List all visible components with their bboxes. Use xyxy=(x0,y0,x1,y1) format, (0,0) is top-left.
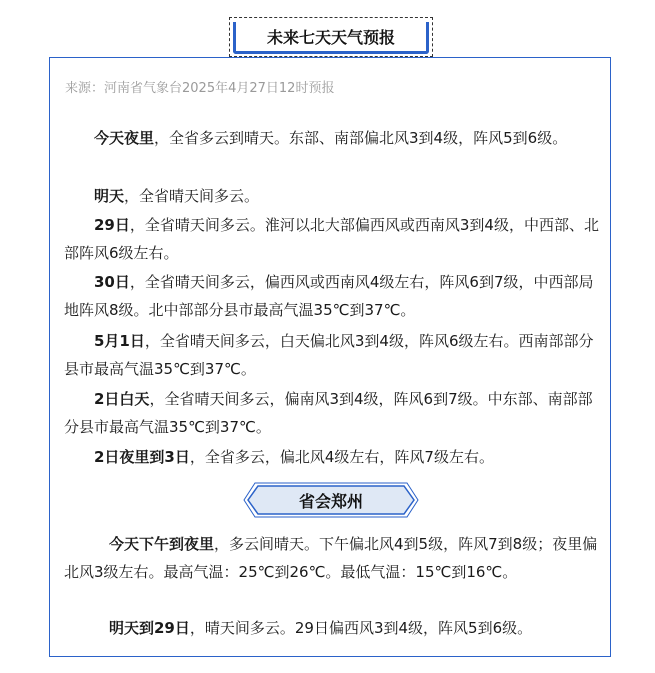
day-text: ，全省晴天间多云，偏南风3到4级，阵风6到7级。中东部、南部部分县市最高气温35℃到37℃。 xyxy=(64,390,593,436)
city-banner-label: 省会郑州 xyxy=(298,491,363,511)
forecast-paragraph xyxy=(64,124,604,152)
day-text: ，全省晴天间多云，偏西风或西南风4级左右，阵风6到7级，中西部局地阵风8级。北中部部分县市最高气温35℃到37℃。 xyxy=(64,273,594,319)
forecast-paragraph xyxy=(64,211,604,267)
day-text: ，全省多云，偏北风4级左右，阵风7级左右。 xyxy=(189,448,494,466)
city-banner xyxy=(243,482,419,518)
day-label: 29日 xyxy=(94,216,130,234)
page-title: 未来七天天气预报 xyxy=(233,22,429,54)
day-label: 明天到29日 xyxy=(109,619,190,637)
forecast-paragraph xyxy=(64,385,604,441)
day-label: 今天夜里 xyxy=(94,129,155,147)
forecast-paragraph xyxy=(64,268,604,324)
day-label: 5月1日 xyxy=(94,332,145,350)
city-forecast-paragraph xyxy=(64,530,604,586)
source-line: 来源：河南省气象台2025年4月27日12时预报 xyxy=(65,81,335,96)
day-label: 今天下午到夜里 xyxy=(109,535,215,553)
forecast-paragraph xyxy=(64,182,604,210)
forecast-paragraph xyxy=(64,443,604,471)
title-tab xyxy=(229,17,433,57)
day-text: ，全省晴天间多云。 xyxy=(124,187,260,205)
city-forecast-paragraph xyxy=(64,614,604,642)
day-text: ，全省多云到晴天。东部、南部偏北风3到4级，阵风5到6级。 xyxy=(154,129,568,147)
day-text: ，全省晴天间多云。淮河以北大部偏西风或西南风3到4级，中西部、北部阵风6级左右。 xyxy=(64,216,599,262)
day-label: 2日白天 xyxy=(94,390,150,408)
forecast-paragraph xyxy=(64,327,604,383)
day-text: ，全省晴天间多云，白天偏北风3到4级，阵风6级左右。西南部部分县市最高气温35℃到37℃。 xyxy=(64,332,594,378)
day-label: 30日 xyxy=(94,273,130,291)
day-label: 明天 xyxy=(94,187,125,205)
day-text: ，晴天间多云。29日偏西风3到4级，阵风5到6级。 xyxy=(189,619,533,637)
day-label: 2日夜里到3日 xyxy=(94,448,190,466)
day-text: ，多云间晴天。下午偏北风4到5级，阵风7到8级；夜里偏北风3级左右。最高气温：25℃到26℃。最低气温：15℃到16℃。 xyxy=(64,535,598,581)
